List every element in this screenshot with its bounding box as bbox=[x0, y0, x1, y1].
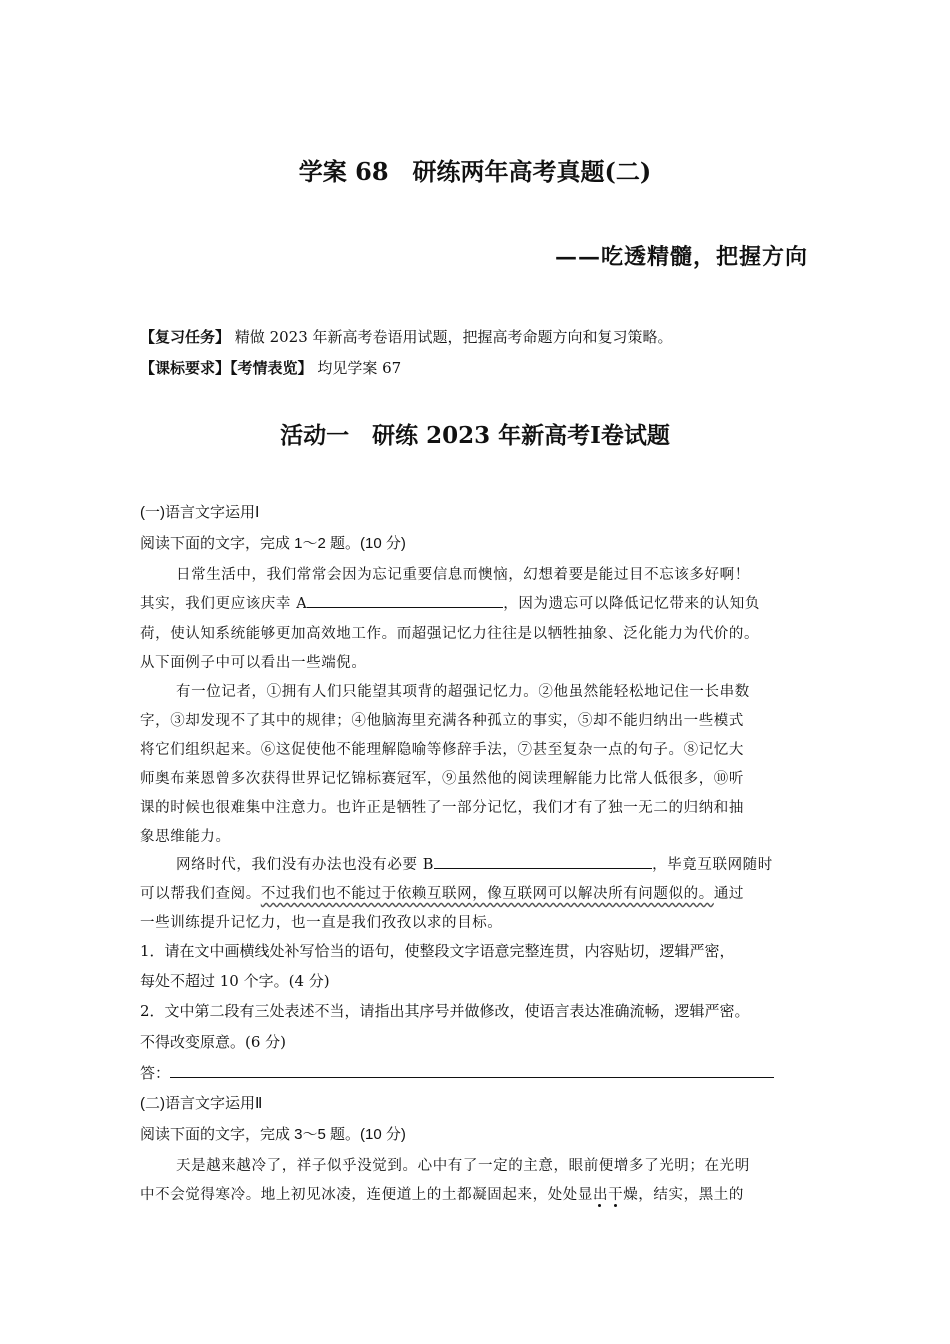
passage-text: ，因为遗忘可以降低记忆带来的认知负 bbox=[503, 596, 760, 612]
question-1-cont: 每处不超过 10 个字。(4 分) bbox=[140, 972, 330, 990]
passage-line: 象思维能力。 bbox=[140, 829, 231, 845]
passage-line: 荷，使认知系统能够更加高效地工作。而超强记忆力往往是以牺牲抽象、泛化能力为代价的。 bbox=[140, 626, 760, 642]
exam-overview-label: 【考情表览】 bbox=[230, 359, 313, 377]
activity-title: 活动一 研练 2023 年新高考Ⅰ卷试题 bbox=[280, 422, 670, 449]
review-task bbox=[140, 326, 673, 347]
passage-line: 一些训练提升记忆力，也一直是我们孜孜以求的目标。 bbox=[140, 915, 503, 931]
passage-line: 从下面例子中可以看出一些端倪。 bbox=[140, 655, 367, 671]
section1-instruction-text: 阅读下面的文字，完成 1～2 题。(10 分) bbox=[140, 535, 406, 552]
curriculum-label: 【课标要求】 bbox=[140, 359, 231, 377]
curriculum-text: 均见学案 67 bbox=[317, 359, 402, 377]
passage-line: 日常生活中，我们常常会因为忘记重要信息而懊恼，幻想着要是能过目不忘该多好啊！ bbox=[176, 567, 750, 583]
passage-text: 可以帮我们查阅。 bbox=[140, 886, 261, 902]
wavy-underlined-sentence: 不过我们也不能过于依赖互联网，像互联网可以解决所有问题似的。 bbox=[260, 886, 714, 902]
answer-line[interactable] bbox=[140, 1062, 774, 1083]
emphasis-dot bbox=[598, 1204, 601, 1207]
answer-blank[interactable] bbox=[170, 1063, 774, 1078]
answer-label: 答： bbox=[140, 1064, 171, 1082]
review-task-text: 精做 2023 年新高考卷语用试题，把握高考命题方向和复习策略。 bbox=[234, 328, 673, 346]
passage-line bbox=[140, 592, 760, 613]
passage-line: 课的时候也很难集中注意力。也许正是牺牲了一部分记忆，我们才有了独一无二的归纳和抽 bbox=[140, 800, 744, 816]
passage-line: 有一位记者，①拥有人们只能望其项背的超强记忆力。②他虽然能轻松地记住一长串数 bbox=[176, 684, 750, 700]
question-2: 2．文中第二段有三处表述不当，请指出其序号并做修改，使语言表达准确流畅，逻辑严密。 bbox=[140, 1002, 750, 1020]
question-1: 1．请在文中画横线处补写恰当的语句，使整段文字语意完整连贯，内容贴切，逻辑严密， bbox=[140, 942, 735, 960]
page-title: 学案 68 研练两年高考真题(二) bbox=[298, 157, 652, 186]
passage-text: 通过 bbox=[713, 886, 745, 902]
passage-text: ，毕竟互联网随时 bbox=[652, 857, 773, 873]
passage-line: 字，③却发现不了其中的规律；④他脑海里充满各种孤立的事实，⑤却不能归纳出一些模式 bbox=[140, 713, 744, 729]
passage-line: 将它们组织起来。⑥这促使他不能理解隐喻等修辞手法，⑦甚至复杂一点的句子。⑧记忆大 bbox=[140, 742, 744, 758]
review-task-label: 【复习任务】 bbox=[140, 328, 231, 346]
passage-line bbox=[140, 882, 744, 903]
passage-line: 中不会觉得寒冷。地上初见冰凌，连便道上的土都凝固起来，处处显出干燥，结实，黑土的 bbox=[140, 1187, 744, 1203]
section2-instruction-text: 阅读下面的文字，完成 3～5 题。(10 分) bbox=[140, 1126, 406, 1143]
passage-line bbox=[176, 853, 773, 874]
section2-instruction bbox=[140, 1123, 406, 1144]
blank-a bbox=[307, 593, 503, 608]
emphasis-dot bbox=[614, 1204, 617, 1207]
question-2-cont: 不得改变原意。(6 分) bbox=[140, 1033, 287, 1051]
page-subtitle: ——吃透精髓，把握方向 bbox=[554, 244, 808, 270]
section1-heading: (一)语言文字运用Ⅰ bbox=[140, 504, 260, 521]
passage-line: 天是越来越冷了，祥子似乎没觉到。心中有了一定的主意，眼前便增多了光明；在光明 bbox=[176, 1158, 750, 1174]
passage-line: 师奥布莱恩曾多次获得世界记忆锦标赛冠军，⑨虽然他的阅读理解能力比常人低很多，⑩听 bbox=[140, 771, 744, 787]
passage-text: 网络时代，我们没有办法也没有必要 B bbox=[176, 857, 435, 873]
section2-heading: (二)语言文字运用Ⅱ bbox=[140, 1095, 263, 1112]
passage-text: 其实，我们更应该庆幸 A bbox=[140, 596, 308, 612]
blank-b bbox=[434, 854, 652, 869]
curriculum-line bbox=[140, 357, 401, 378]
section1-instruction bbox=[140, 532, 406, 553]
